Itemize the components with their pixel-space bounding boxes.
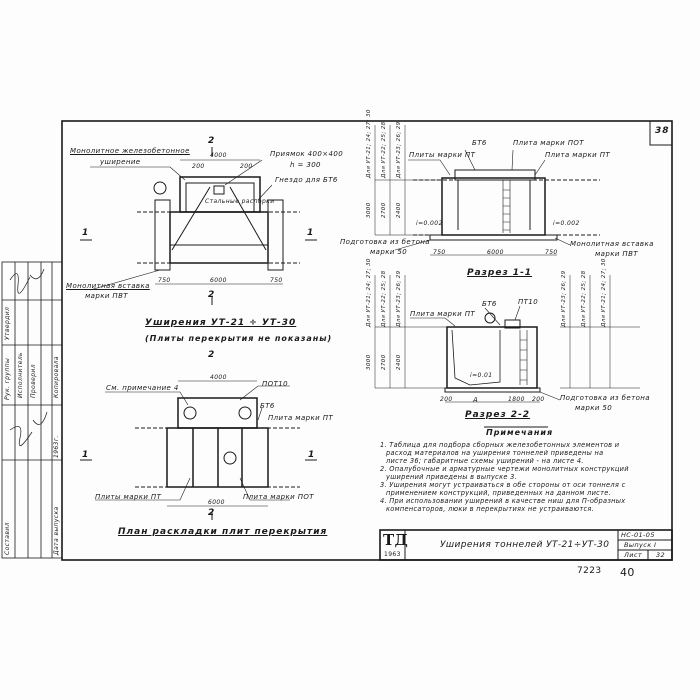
stamp-row: 1963г. — [53, 435, 60, 458]
label-slab-pt: Плита марки ПТ — [268, 414, 334, 422]
label-bt6: БТ6 — [260, 402, 275, 410]
label-see-note: См. примечание 4 — [106, 384, 179, 392]
note-line: листе 36; габаритные схемы уширений - на листе 4. — [386, 457, 584, 465]
note-line: 2. Опалубочные и арматурные чертежи монолитных конструкций — [380, 465, 629, 473]
level-label: Для УТ-22; 25; 28 — [381, 270, 387, 327]
slope-label: i=0.002 — [416, 220, 443, 227]
note-line: применением конструкций, приведенных на данном листе. — [386, 489, 611, 497]
label-monolithic-2: уширение — [100, 158, 141, 166]
dim-mid: 6000 — [208, 499, 225, 506]
logo: ТД — [383, 531, 409, 549]
level-label: Для УТ-23; 26; 29 — [561, 270, 567, 327]
label-pot10: ПОТ10 — [262, 380, 288, 388]
label-insert-2: марки ПВТ — [595, 250, 638, 258]
section-mark: 2 — [208, 508, 216, 518]
level-label: Для УТ-21; 24; 27; 30 — [366, 258, 372, 327]
archive-number: 7223 — [577, 566, 602, 576]
label-preparation-2: марки 50 — [575, 404, 613, 412]
label-insert: Монолитная вставка — [570, 240, 654, 248]
label-slabs-pt: Плиты марки ПТ — [409, 151, 476, 159]
dim-right: 750 — [545, 249, 558, 256]
level-label: Для УТ-23; 26; 29 — [396, 270, 402, 327]
dim-top: 4000 — [210, 374, 227, 381]
level-label: Для УТ-21; 24; 27; 30 — [366, 109, 372, 178]
height-dim: 3000 — [366, 202, 372, 218]
note-line: расход материалов на уширения тоннелей приведены на — [386, 449, 604, 457]
sheet-number: 38 — [655, 126, 670, 136]
note-line: компенсаторов, люки в перекрытиях не устраиваются. — [386, 505, 595, 513]
section-mark: 1 — [82, 228, 90, 238]
dim-left: 750 — [158, 277, 171, 284]
label-slab-pt: Плита марки ПТ — [410, 310, 476, 318]
slope-label: i=0.01 — [470, 372, 493, 379]
height-dim: 2700 — [381, 202, 387, 218]
slab-plan-title: План раскладки плит перекрытия — [118, 527, 328, 537]
label-insert-2: марки ПВТ — [85, 292, 128, 300]
dim-right: 750 — [270, 277, 283, 284]
stamp-row: Составил — [4, 522, 11, 555]
stamp-row: Рук. группы — [4, 357, 11, 400]
title-block-issue: Выпуск I — [624, 541, 657, 549]
note-line: уширений приведены в выпуске 3. — [386, 473, 518, 481]
title-block-code: НС-01-05 — [621, 531, 655, 539]
dim-top: 4000 — [210, 152, 227, 159]
dim-right: 200 — [532, 396, 545, 403]
stamp-row: Проверил — [30, 364, 37, 398]
label-preparation: Подготовка из бетона — [340, 238, 430, 246]
stamp-row: Копировала — [53, 356, 60, 398]
plan-view-title: Уширения УТ-21 ÷ УТ-30 — [145, 318, 297, 328]
dim-left: 750 — [433, 249, 446, 256]
note-line: 3. Уширения могут устраиваться в обе стороны от оси тоннеля с — [380, 481, 626, 489]
section-mark: 2 — [208, 290, 216, 300]
stamp-row: Дата выпуска — [53, 506, 60, 555]
label-slab-pot: Плита марки ПОТ — [513, 139, 584, 147]
label-pit-depth: h = 300 — [290, 161, 321, 169]
label-slabs-pt: Плиты марки ПТ — [95, 493, 162, 501]
height-dim: 3000 — [366, 354, 372, 370]
dim-left: 200 — [440, 396, 453, 403]
notes-heading: Примечания — [486, 428, 554, 437]
section-mark: 2 — [208, 136, 216, 146]
dim-a: A — [473, 396, 479, 404]
height-dim: 2400 — [396, 354, 402, 370]
plan-view-subtitle: (Плиты перекрытия не показаны) — [145, 334, 333, 343]
stamp-row: Утвердил — [4, 306, 11, 340]
level-label: Для УТ-22; 25; 28 — [581, 270, 587, 327]
slab-plan-drawing — [80, 381, 317, 506]
section-mark: 1 — [82, 450, 90, 460]
level-label: Для УТ-21; 24; 27; 30 — [601, 258, 607, 327]
dim-side: 200 — [240, 163, 253, 170]
title-block-sheet-label: Лист — [624, 551, 643, 559]
label-insert: Монолитная вставка — [66, 282, 150, 290]
height-dim: 2400 — [396, 202, 402, 218]
label-steel-braces: Стальные распорки — [205, 198, 275, 205]
section-1-1-title: Разрез 1-1 — [467, 268, 533, 278]
dim-mid: 6000 — [487, 249, 504, 256]
height-dim: 2700 — [381, 354, 387, 370]
level-label: Для УТ-23; 26; 29 — [396, 121, 402, 178]
section-mark: 2 — [208, 350, 216, 360]
label-pit: Приямок 400×400 — [270, 150, 344, 158]
label-monolithic: Монолитное железобетонное — [70, 147, 190, 155]
section-mark: 1 — [308, 450, 316, 460]
section-2-2-title: Разрез 2-2 — [465, 410, 531, 420]
label-preparation: Подготовка из бетона — [560, 394, 650, 402]
label-bt6: БТ6 — [472, 139, 487, 147]
section-mark: 1 — [307, 228, 315, 238]
title-block-year: 1963 — [384, 551, 401, 558]
label-slab-pot: Плита марки ПОТ — [243, 493, 314, 501]
label-preparation-2: марки 50 — [370, 248, 408, 256]
note-line: 4. При использовании уширений в качестве ниш для П-образных — [380, 497, 626, 505]
level-label: Для УТ-22; 25; 28 — [381, 121, 387, 178]
label-pt10: ПТ10 — [518, 298, 539, 306]
label-slab-pt: Плита марки ПТ — [545, 151, 611, 159]
dim-side: 200 — [192, 163, 205, 170]
stamp-row: Исполнитель — [17, 352, 24, 398]
note-line: 1. Таблица для подбора сборных железобетонных элементов и — [380, 441, 620, 449]
label-bt6: БТ6 — [482, 300, 497, 308]
dim-mid: 6000 — [210, 277, 227, 284]
slope-label: i=0.002 — [553, 220, 580, 227]
title-block-title: Уширения тоннелей УТ-21÷УТ-30 — [440, 540, 610, 550]
label-socket: Гнездо для БТ6 — [275, 176, 338, 184]
title-block-sheet: 32 — [656, 551, 666, 559]
dim-mid: 1800 — [508, 396, 525, 403]
page-number: 40 — [620, 566, 635, 579]
